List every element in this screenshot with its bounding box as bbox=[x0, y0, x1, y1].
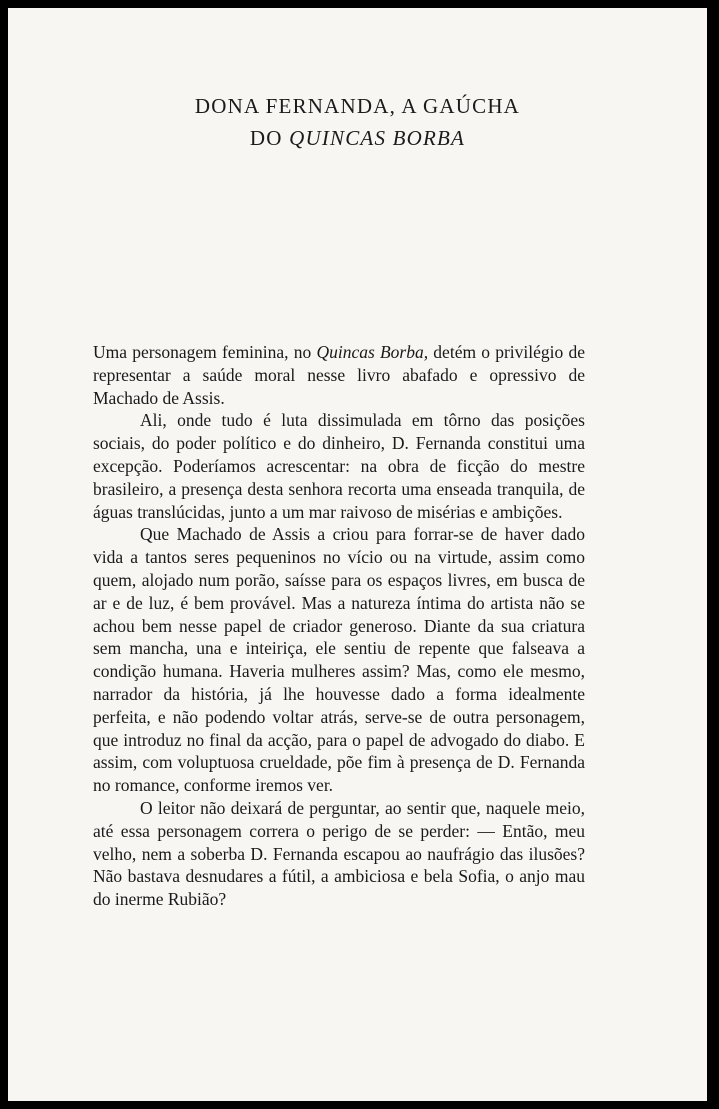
paragraph-3: Que Machado de Assis a criou para forrar-se de haver dado vida a tantos seres pequeninos no vício ou na virtude, assim como quem, alojado num porão, saísse para os espaços livres, em busca de ar e de luz, é bem provável. Mas a natureza íntima do artista não se achou bem nesse papel de criador generoso. Diante da sua criatura sem mancha, una e inteiriça, ele sentiu de repente que falseava a condição humana. Haveria mulheres assim? Mas, como ele mesmo, narrador da história, já lhe houvesse dado a forma idealmente perfeita, e não podendo voltar atrás, serve-se de outra personagem, que introduz no final da acção, para o papel de advogado do diabo. E assim, com voluptuosa crueldade, põe fim à presença de D. Fernanda no romance, conforme iremos ver. bbox=[93, 524, 585, 796]
paragraph-1-after: detém o privilégio de representar a saúde moral nesse livro abafado e opressivo de Machado de Assis. bbox=[93, 342, 585, 408]
paragraph-1 bbox=[93, 341, 585, 409]
document-page bbox=[8, 8, 707, 1101]
paragraph-1-book-name: Quincas Borba, bbox=[316, 342, 429, 362]
title-book-name: QUINCAS BORBA bbox=[289, 126, 466, 150]
paragraph-4: O leitor não deixará de perguntar, ao sentir que, naquele meio, até essa personagem correra o perigo de se perder: — Então, meu velho, nem a soberba D. Fernanda escapou ao naufrágio das ilusões? Não bastava desnudares a fútil, a ambiciosa e bela Sofia, o anjo mau do inerme Rubião? bbox=[93, 797, 585, 910]
paragraph-2: Ali, onde tudo é luta dissimulada em tôrno das posições sociais, do poder político e do dinheiro, D. Fernanda constitui uma excepção. Poderíamos acrescentar: na obra de ficção do mestre brasileiro, a presença desta senhora recorta uma enseada tranquila, de águas translúcidas, junto a um mar raivoso de misérias e ambições. bbox=[93, 410, 585, 522]
body-text bbox=[93, 341, 585, 911]
title-line-2-prefix: DO bbox=[249, 126, 290, 150]
title-line-1: DONA FERNANDA, A GAÚCHA bbox=[194, 94, 521, 118]
title-line-2 bbox=[8, 122, 707, 154]
paragraph-1-before: Uma personagem feminina, no bbox=[93, 342, 317, 362]
chapter-title bbox=[8, 90, 707, 154]
